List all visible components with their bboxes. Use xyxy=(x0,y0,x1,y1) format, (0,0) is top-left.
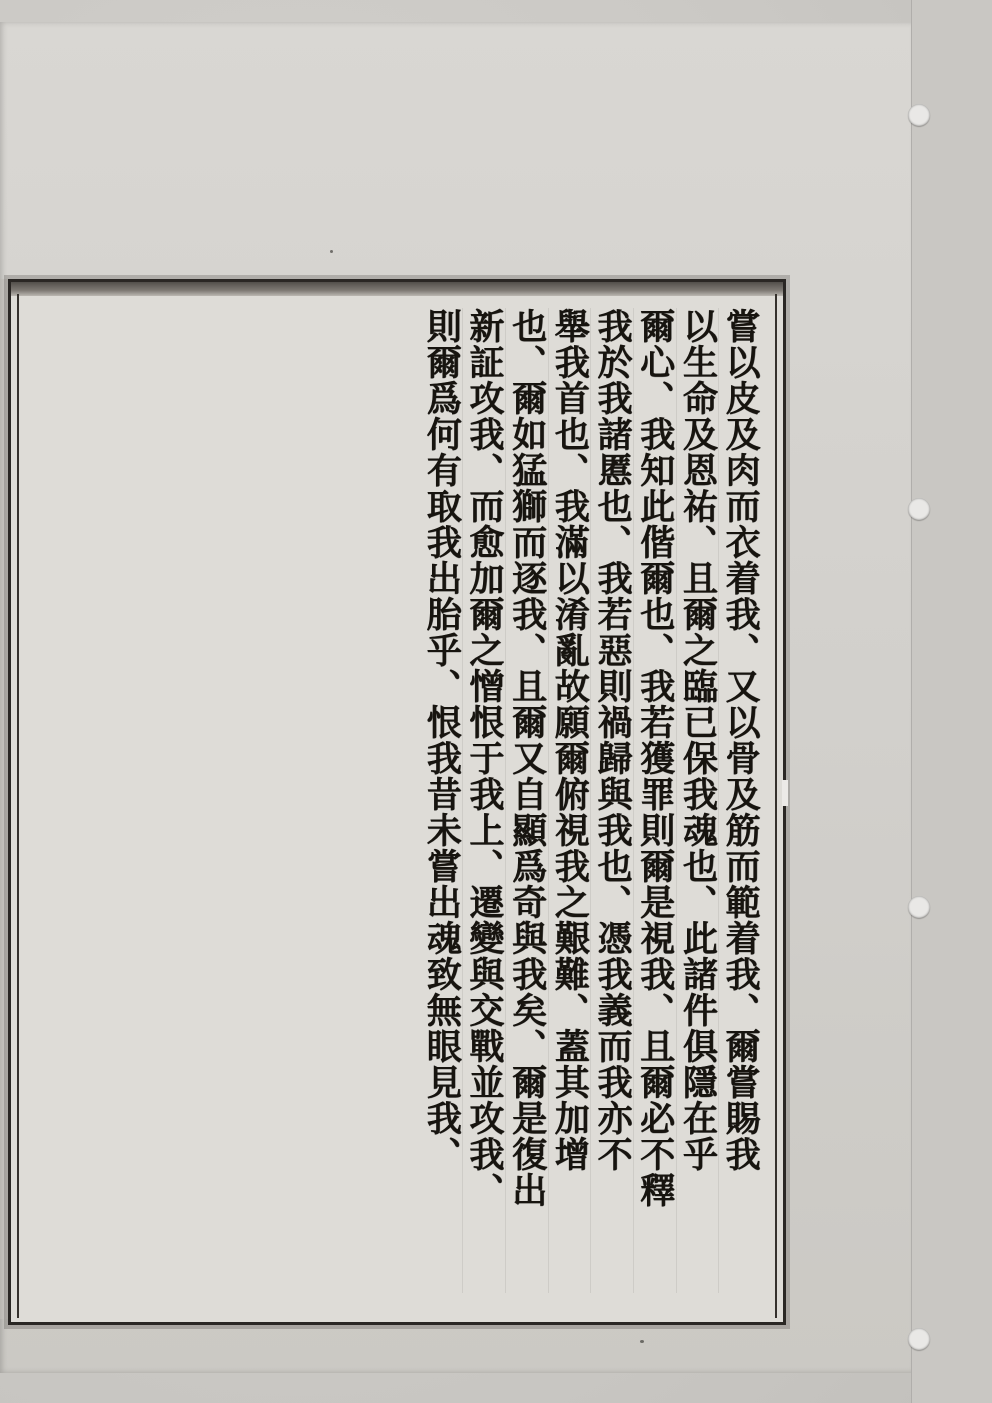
scan-speck xyxy=(330,250,333,253)
right-margin-strip xyxy=(911,0,992,1403)
text-column: 以生命及恩祐、且爾之臨已保我魂也、此諸件俱隱在乎 xyxy=(677,308,720,1293)
text-column: 也、爾如猛獅而逐我、且爾又自顯爲奇與我矣、爾是復出 xyxy=(506,308,549,1293)
binder-hole xyxy=(908,104,930,126)
text-block-frame xyxy=(8,279,786,1325)
text-column: 爾心、我知此偕爾也、我若獲罪則爾是視我、且爾必不釋 xyxy=(634,308,677,1293)
text-column: 我於我諸慝也、我若惡則禍歸與我也、憑我義而我亦不 xyxy=(591,308,634,1293)
binder-hole xyxy=(908,896,930,918)
binder-hole xyxy=(908,1328,930,1350)
scan-artifact xyxy=(782,780,788,806)
text-column: 舉我首也、我滿以淆亂故願爾俯視我之艱難、蓋其加增 xyxy=(549,308,592,1293)
text-column: 嘗以皮及肉而衣着我、又以骨及筋而範着我、爾嘗賜我 xyxy=(720,308,761,1172)
text-column: 新証攻我、而愈加爾之憎恨于我上、遷變與交戰並攻我、 xyxy=(463,308,506,1293)
binder-hole xyxy=(908,498,930,520)
text-column: 則爾爲何有取我出胎乎、恨我昔未嘗出魂致無眼見我、 xyxy=(421,308,464,1293)
text-columns xyxy=(25,308,761,1314)
scan-speck xyxy=(640,1340,644,1343)
